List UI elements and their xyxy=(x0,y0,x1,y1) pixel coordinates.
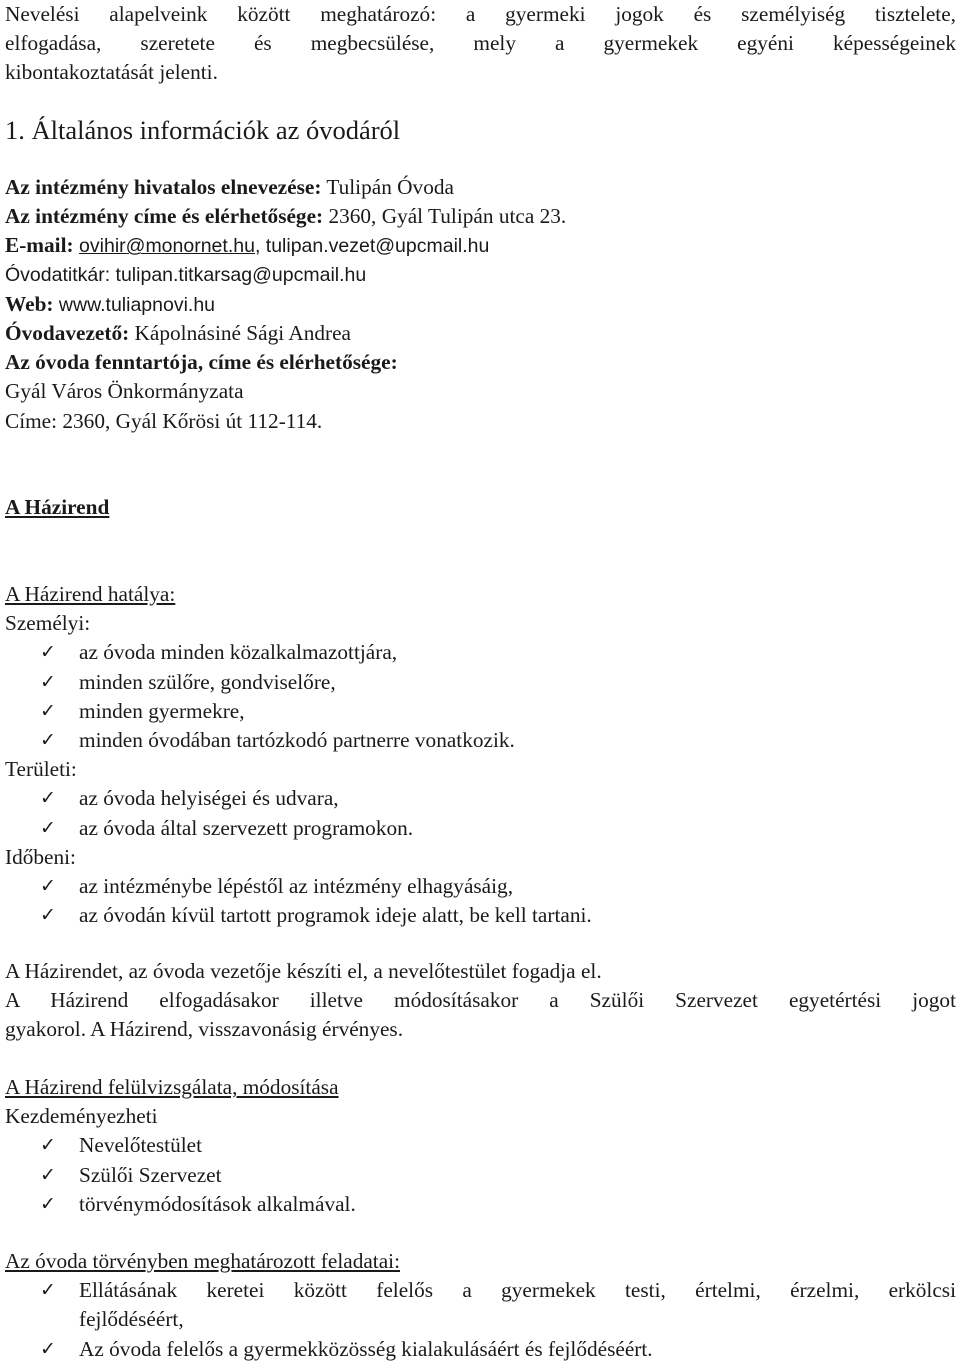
list-item xyxy=(5,1190,956,1219)
address-row xyxy=(5,202,956,231)
personal-label: Személyi: xyxy=(5,611,91,636)
paragraph-line: A Házirendet, az óvoda vezetője készíti el, a nevelőtestület fogadja el. xyxy=(5,959,602,983)
list-item xyxy=(5,814,956,843)
check-icon: ✓ xyxy=(40,728,56,751)
maintainer-name: Gyál Város Önkormányzata xyxy=(5,379,244,404)
initiator-label: Kezdeményezheti xyxy=(5,1104,158,1129)
web-label: Web: xyxy=(5,291,54,316)
list-item xyxy=(5,1276,956,1305)
official-name-value: Tulipán Óvoda xyxy=(321,175,454,199)
scope-heading: A Házirend hatálya: xyxy=(5,582,176,606)
list-item-text: minden szülőre, gondviselőre, xyxy=(79,669,336,694)
email-row xyxy=(5,231,956,260)
address-value: 2360, Gyál Tulipán utca 23. xyxy=(323,204,567,229)
list-item xyxy=(5,1161,956,1190)
section-heading-text: 1. Általános információk az óvodáról xyxy=(5,115,401,145)
paragraph-line: gyakorol. A Házirend, visszavonásig érvényes. xyxy=(5,1017,404,1042)
list-item-text: az óvoda helyiségei és udvara, xyxy=(79,786,339,811)
duties-heading: Az óvoda törvényben meghatározott feladatai: xyxy=(5,1249,401,1273)
duties-section xyxy=(5,1247,956,1364)
intro-line: elfogadása, szeretete és megbecsülése, mely a gyermekek egyéni képességeinek xyxy=(5,31,956,56)
list-item-text: az intézménybe lépéstől az intézmény elhagyásáig, xyxy=(79,873,514,898)
hazirend-title-text: A Házirend xyxy=(5,495,110,519)
check-icon: ✓ xyxy=(40,1163,56,1186)
maintainer-label: Az óvoda fenntartója, címe és elérhetősége: xyxy=(5,350,398,375)
check-icon: ✓ xyxy=(40,670,56,693)
list-item-text: az óvoda minden közalkalmazottjára, xyxy=(79,640,398,665)
check-icon: ✓ xyxy=(40,699,56,722)
list-item xyxy=(5,784,956,813)
maintainer-address: Címe: 2360, Gyál Kőrösi út 112-114. xyxy=(5,408,323,433)
check-icon: ✓ xyxy=(40,1192,56,1215)
list-item xyxy=(5,668,956,697)
web-row xyxy=(5,290,956,319)
list-item xyxy=(5,638,956,667)
list-item xyxy=(5,1131,956,1160)
list-item-text: törvénymódosítások alkalmával. xyxy=(79,1191,356,1216)
address-label: Az intézmény címe és elérhetősége: xyxy=(5,204,324,229)
list-item-text: Nevelőtestület xyxy=(79,1133,203,1158)
list-item-text: Szülői Szervezet xyxy=(79,1162,222,1187)
list-item-text: az óvoda által szervezett programokon. xyxy=(79,815,414,840)
list-item-text: az óvodán kívül tartott programok ideje alatt, be kell tartani. xyxy=(79,903,592,928)
list-item-text: Az óvoda felelős a gyermekközösség kialakulásáért és fejlődéséért. xyxy=(79,1336,653,1361)
list-item-text: minden óvodában tartózkodó partnerre vonatkozik. xyxy=(79,727,515,752)
review-section xyxy=(5,1073,956,1219)
list-item-text: minden gyermekre, xyxy=(79,698,245,723)
list-item xyxy=(5,726,956,755)
web-link[interactable]: www.tuliapnovi.hu xyxy=(53,293,216,316)
intro-paragraph xyxy=(5,0,956,88)
list-item-text: fejlődéséért, xyxy=(79,1307,184,1332)
check-icon: ✓ xyxy=(40,1279,56,1302)
paragraph-line: A Házirend elfogadásakor illetve módosításakor a Szülői Szervezet egyetértési jogot xyxy=(5,988,956,1013)
temporal-label: Időbeni: xyxy=(5,844,76,869)
check-icon: ✓ xyxy=(40,1337,56,1360)
list-item-continuation xyxy=(5,1305,956,1334)
check-icon: ✓ xyxy=(40,641,56,664)
institution-info xyxy=(5,173,956,436)
official-name-row xyxy=(5,173,956,202)
director-row xyxy=(5,319,956,348)
approval-paragraphs xyxy=(5,957,956,1045)
list-item xyxy=(5,1335,956,1364)
list-item xyxy=(5,872,956,901)
scope-section xyxy=(5,580,956,930)
email-label: E-mail: xyxy=(5,233,74,258)
check-icon: ✓ xyxy=(40,816,56,839)
secretary-row: Óvodatitkár: tulipan.titkarsag@upcmail.hu xyxy=(5,263,367,286)
hazirend-title xyxy=(5,493,956,522)
list-item xyxy=(5,697,956,726)
list-item xyxy=(5,901,956,930)
section-heading xyxy=(5,114,956,146)
official-name-label: Az intézmény hivatalos elnevezése: xyxy=(5,175,322,199)
review-heading: A Házirend felülvizsgálata, módosítása xyxy=(5,1075,339,1099)
check-icon: ✓ xyxy=(40,1134,56,1157)
check-icon: ✓ xyxy=(40,787,56,810)
intro-line: Nevelési alapelveink között meghatározó: a gyermeki jogok és személyiség tisztelete, xyxy=(5,2,956,26)
email-link[interactable]: ovihir@monornet.hu xyxy=(79,235,255,258)
check-icon: ✓ xyxy=(40,874,56,897)
email-rest[interactable]: , tulipan.vezet@upcmail.hu xyxy=(254,235,490,258)
director-label: Óvodavezető: xyxy=(5,320,130,345)
intro-line: kibontakoztatását jelenti. xyxy=(5,60,218,85)
list-item-text: Ellátásának keretei között felelős a gyermekek testi, értelmi, érzelmi, erkölcsi xyxy=(79,1278,956,1303)
territorial-label: Területi: xyxy=(5,757,77,782)
check-icon: ✓ xyxy=(40,904,56,927)
director-value: Kápolnásiné Sági Andrea xyxy=(129,320,351,345)
